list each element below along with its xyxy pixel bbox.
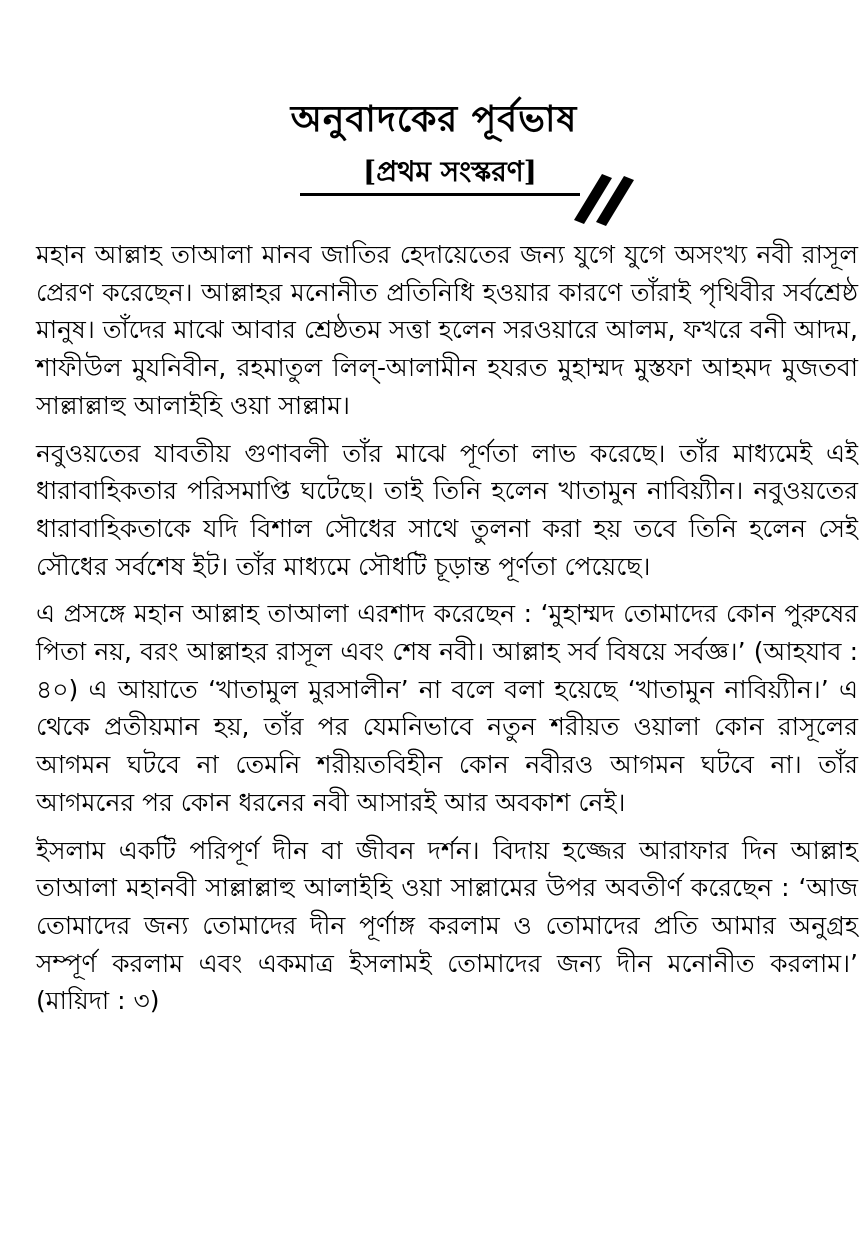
paragraph-1: মহান আল্লাহ তাআলা মানব জাতির হেদায়েতের জন্য যুগে যুগে অসংখ্য নবী রাসূল প্রেরণ করেছেন। আল্লাহর মনোনীত প্রতিনিধি হওয়ার কারণে তাঁরাই পৃথিবীর সর্বশ্রেষ্ঠ মানুষ। তাঁদের মাঝে আবার শ্রেষ্ঠতম সত্তা হলেন সরওয়ারে আলম, ফখরে বনী আদম, শাফীউল মুযনিবীন, রহমাতুল লিল্-আলামীন হযরত মুহাম্মদ মুস্তফা আহমদ মুজতবা সাল্লাল্লাহু আলাইহি ওয়া সাল্লাম। — [36, 240, 858, 420]
paragraph-2: নবুওয়তের যাবতীয় গুণাবলী তাঁর মাঝে পূর্ণতা লাভ করেছে। তাঁর মাধ্যমেই এই ধারাবাহিকতার পরিসমাপ্তি ঘটেছে। তাই তিনি হলেন খাতামুন নাবিয়্যীন। নবুওয়তের ধারাবাহিকতাকে যদি বিশাল সৌধের সাথে তুলনা করা হয় তবে তিনি হলেন সেই সৌধের সর্বশেষ ইট। তাঁর মাধ্যমে সৌধটি চূড়ান্ত পূর্ণতা পেয়েছে। — [36, 438, 858, 581]
page-title: অনুবাদকের পূর্বভাষ — [290, 98, 578, 140]
decorative-slashes-icon — [566, 168, 646, 228]
subtitle-box — [340, 152, 560, 196]
paragraph-3: এ প্রসঙ্গে মহান আল্লাহ তাআলা এরশাদ করেছেন : ‘মুহাম্মদ তোমাদের কোন পুরুষের পিতা নয়, বরং আল্লাহর রাসূল এবং শেষ নবী। আল্লাহ সর্ব বিষয়ে সর্বজ্ঞ।’ (আহযাব : ৪০) এ আয়াতে ‘খাতামুল মুরসালীন’ না বলে বলা হয়েছে ‘খাতামুন নাবিয়্যীন।’ এ থেকে প্রতীয়মান হয়, তাঁর পর যেমনিভাবে নতুন শরীয়ত ওয়ালা কোন রাসূলের আগমন ঘটবে না তেমনি শরীয়তবিহীন কোন নবীরও আগমন ঘটবে না। তাঁর আগমনের পর কোন ধরনের নবী আসারই আর অবকাশ নেই। — [36, 599, 858, 817]
document-body — [36, 236, 858, 1030]
paragraph-4: ইসলাম একটি পরিপূর্ণ দীন বা জীবন দর্শন। বিদায় হজ্জের আরাফার দিন আল্লাহ তাআলা মহানবী সাল্লাল্লাহু আলাইহি ওয়া সাল্লামের উপর অবতীর্ণ করেছেন : ‘আজ তোমাদের জন্য তোমাদের দীন পূর্ণাঙ্গ করলাম ও তোমাদের প্রতি আমার অনুগ্রহ সম্পূর্ণ করলাম এবং একমাত্র ইসলামই তোমাদের জন্য দীন মনোনীত করলাম।’ (মায়িদা : ৩) — [36, 835, 858, 1016]
subtitle-underline — [300, 193, 580, 196]
edition-subtitle: [প্রথম সংস্করণ] — [363, 155, 537, 188]
